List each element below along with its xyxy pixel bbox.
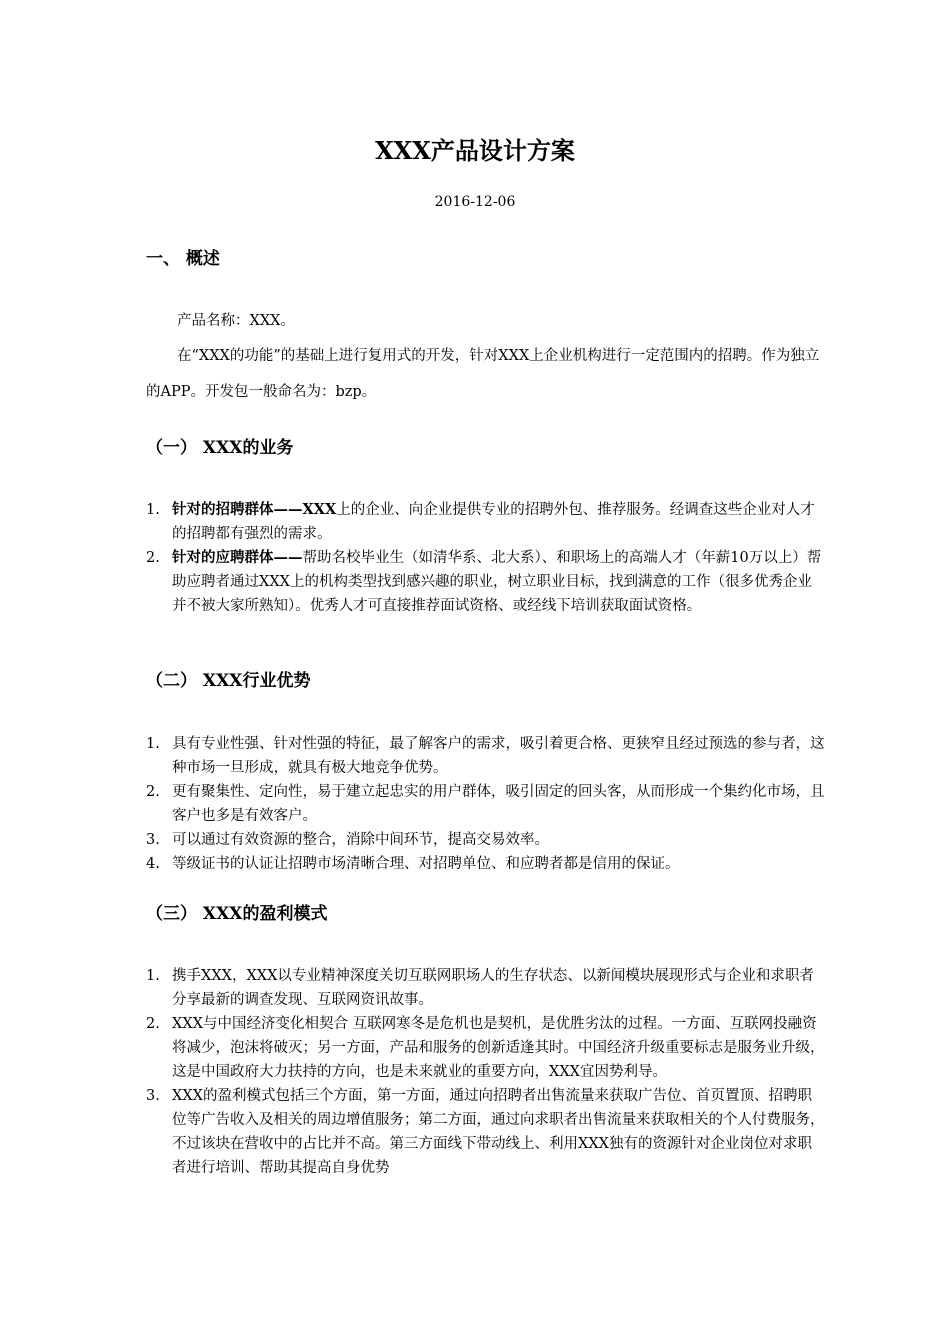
list-item-number: 1.: [146, 502, 160, 518]
subsection-heading-advantages: （二） XXX行业优势: [146, 671, 311, 691]
list-item-number: 2.: [146, 1016, 160, 1032]
list-item: [146, 546, 826, 618]
list-item: [146, 732, 826, 780]
list-item: [146, 1012, 826, 1084]
list-item-number: 2.: [146, 550, 160, 566]
list-item-number: 1.: [146, 736, 160, 752]
product-name-paragraph: 产品名称：XXX。: [177, 313, 295, 329]
document-date: 2016-12-06: [434, 194, 516, 210]
list-item: [146, 964, 826, 1012]
list-item: [146, 828, 826, 852]
subsection-heading-profit-model: （三） XXX的盈利模式: [146, 904, 328, 924]
list-item-bold-lead: 针对的招聘群体——XXX: [172, 501, 337, 518]
list-item-number: 1.: [146, 968, 160, 984]
section-heading-overview: 一、 概述: [146, 249, 220, 269]
list-item-text: XXX的盈利模式包括三个方面，第一方面，通过向招聘者出售流量来获取广告位、首页置顶、招聘职位等广告收入及相关的周边增值服务；第二方面，通过向求职者出售流量来获取相关的个人付费服务，不过该块在营收中的占比并不高。第三方面线下带动线上、利用XXX独有的资源针对企业岗位对求职者进行培训、帮助其提高自身优势: [172, 1088, 825, 1176]
list-item-text: XXX与中国经济变化相契合 互联网寒冬是危机也是契机，是优胜劣汰的过程。一方面、互联网投融资将减少，泡沫将破灭；另一方面，产品和服务的创新适逢其时。中国经济升级重要标志是服务业升级，这是中国政府大力扶持的方向，也是未来就业的重要方向，XXX宜因势利导。: [172, 1016, 825, 1080]
list-item-number: 4.: [146, 856, 160, 872]
advantages-list: [146, 732, 826, 876]
business-list: [146, 498, 826, 618]
list-item-bold-lead: 针对的应聘群体——: [172, 549, 303, 566]
list-item-text: 等级证书的认证让招聘市场清晰合理、对招聘单位、和应聘者都是信用的保证。: [172, 856, 680, 872]
list-item-text: 上的企业、向企业提供专业的招聘外包、推荐服务。经调查这些企业对人才的招聘都有强烈的需求。: [172, 502, 815, 542]
list-item: [146, 852, 826, 876]
list-item: [146, 1084, 826, 1180]
subsection-heading-business: （一） XXX的业务: [146, 438, 294, 458]
list-item: [146, 498, 826, 546]
list-item-text: 可以通过有效资源的整合，消除中间环节，提高交易效率。: [172, 832, 549, 848]
document-title: XXX产品设计方案: [375, 136, 575, 165]
list-item-number: 2.: [146, 784, 160, 800]
list-item-text: 更有聚集性、定向性，易于建立起忠实的用户群体，吸引固定的回头客，从而形成一个集约化市场，且客户也多是有效客户。: [172, 784, 825, 824]
list-item-number: 3.: [146, 832, 160, 848]
list-item: [146, 780, 826, 828]
list-item-text: 具有专业性强、针对性强的特征，最了解客户的需求，吸引着更合格、更狭窄且经过预选的参与者，这种市场一旦形成，就具有极大地竞争优势。: [172, 736, 825, 776]
list-item-number: 3.: [146, 1088, 160, 1104]
list-item-text: 帮助名校毕业生（如清华系、北大系）、和职场上的高端人才（年薪10万以上）帮助应聘者通过XXX上的机构类型找到感兴趣的职业，树立职业目标，找到满意的工作（很多优秀企业并不被大家所熟知）。优秀人才可直接推荐面试资格、或经线下培训获取面试资格。: [172, 550, 822, 614]
overview-paragraph: 在“XXX的功能”的基础上进行复用式的开发，针对XXX上企业机构进行一定范围内的招聘。作为独立的APP。开发包一般命名为：bzp。: [146, 348, 820, 400]
list-item-text: 携手XXX，XXX以专业精神深度关切互联网职场人的生存状态、以新闻模块展现形式与企业和求职者分享最新的调查发现、互联网资讯故事。: [172, 968, 814, 1008]
profit-model-list: [146, 964, 826, 1180]
